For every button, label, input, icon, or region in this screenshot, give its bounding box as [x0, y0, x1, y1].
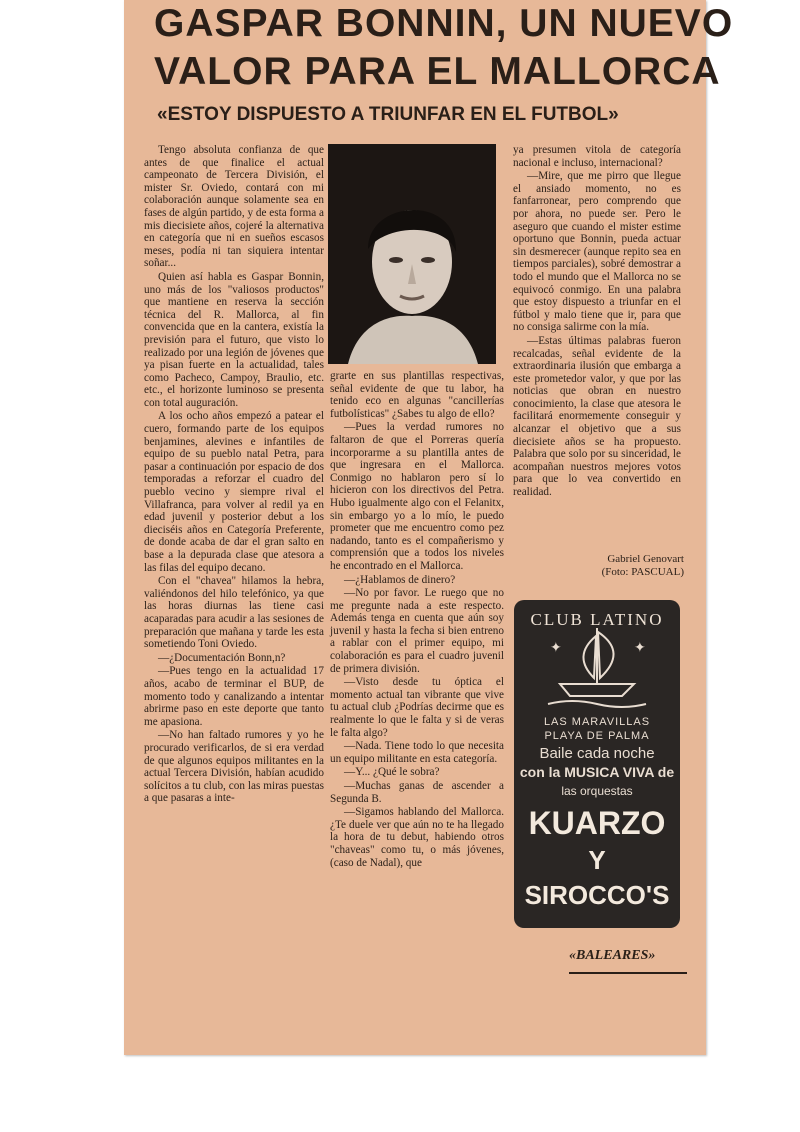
paragraph: —Y... ¿Qué le sobra? — [344, 766, 440, 779]
headline-line-2: VALOR PARA EL MALLORCA — [154, 50, 721, 93]
paragraph: —No han faltado rumores y yo he procurado verificarlos, de si era verdad de que algunos equipos militantes en la actual Tercera División, habían acudido solícitos a tu club, con las miras puestas a que pasaras a inte- — [144, 729, 324, 805]
svg-text:✦: ✦ — [634, 639, 646, 655]
headline-line-1: GASPAR BONNIN, UN NUEVO — [154, 2, 734, 45]
paragraph: —Sigamos hablando del Mallorca. ¿Te duele ver que aún no te ha llegado la hora de tu debut, habiendo otros "chaveas" como tu, o más jóvenes, (caso de Nadal), que — [330, 806, 504, 869]
paragraph: —No por favor. Le ruego que no me pregunte nada a este respecto. Además tenga en cuenta que aún soy juvenil y hasta la fecha si bien entreno a rablar con el primer equipo, mi colaboración es para el cuadro juvenil de primera división. — [330, 587, 504, 675]
newspaper-source: «BALEARES» — [569, 948, 656, 963]
ad-band-1: KUARZO — [528, 805, 666, 841]
paragraph: ya presumen vitola de categoría nacional e incluso, internacional? — [513, 144, 681, 169]
svg-text:✦: ✦ — [550, 639, 562, 655]
source-underline — [569, 972, 687, 974]
portrait-image — [328, 144, 496, 364]
paragraph: Tengo absoluta confianza de que antes de que finalice el actual campeonato de Tercera División, el mister Sr. Oviedo, contará con mi colaboración aunque solamente sea en fases de algún partido, y de esta forma a mis diecisiete años, cojeré la alternativa en categoría que ni en sueños escasos meses, podía ni tan siquiera intentar soñar... — [144, 144, 324, 270]
club-latino-advertisement — [514, 600, 680, 928]
paragraph: Con el "chavea" hilamos la hebra, valiéndonos del hilo telefónico, ya que las horas diurnas las tiene casi acaparadas para acudir a las sesiones de preparación que mañana y tarde les esta sometiendo Toni Oviedo. — [144, 575, 324, 651]
player-photo — [328, 144, 496, 364]
sailing-ship-icon — [542, 622, 652, 712]
paragraph: —Estas últimas palabras fueron recalcadas, señal evidente de la extraordinaria ilusión que embarga a este prometedor valor, y que por las noticias que obran en nuestro conocimiento, la clase que atesora le facilitará enormemente conseguir y alcanzar el objetivo que a sus diecisiete años se ha propuesto. Palabra que solo por su sinceridad, le acompañan nuestros mejores votos para que lo vea convertido en realidad. — [513, 334, 681, 499]
ad-live-music: con la MUSICA VIVA de — [519, 764, 675, 780]
ad-band-2: SIROCCO'S — [524, 880, 670, 910]
paragraph: A los ocho años empezó a patear el cuero, formando parte de los equipos benjamines, alevines e infantiles de equipo de su pueblo natal Petra, para pasar a continuación por espacio de dos temporadas a reforzar el cuadro del pueblo vecino y siempre rival el Villafranca, para volver al redil ya en edad juvenil y posterior debut a los dieciséis años en Categoría Preferente, de donde acaba de dar el gran salto en base a la depurada clase que atesora a las filas del equipo decano. — [144, 410, 324, 574]
byline-photo-credit: (Foto: PASCUAL) — [601, 566, 684, 578]
article-column-2 — [330, 370, 504, 870]
paragraph: —Muchas ganas de ascender a Segunda B. — [330, 780, 504, 805]
byline-author: Gabriel Genovart — [607, 553, 684, 565]
ad-club-name: CLUB LATINO — [530, 610, 664, 629]
paragraph: —¿Hablamos de dinero? — [344, 573, 456, 586]
paragraph: —Visto desde tu óptica el momento actual tan vibrante que vive tu actual club ¿Podrías decirme que es realmente lo que le falta y si de veras le falta algo? — [330, 676, 504, 739]
article-column-3 — [513, 144, 681, 500]
ad-location-1: LAS MARAVILLAS — [543, 716, 651, 728]
paragraph: —Pues la verdad rumores no faltaron de que el Porreras quería incorporarme a su plantilla antes de que ingresara en el Mallorca. Conmigo no hablaron pero sí lo hicieron con los directivos del Petra. Hubo igualmente algo con el Felanitx, sin embargo yo a lo mío, le puedo prometer que me encuentro como pez nadando, tanto es el compañerismo y comprensión que a todos los niveles he encontrado en el Mallorca. — [330, 421, 504, 572]
paragraph: —Mire, que me pirro que llegue el ansiado momento, no es fanfarronear, pero comprendo que por ahora, no puede ser. Pero le aseguro que cuando el mister estime oportuno que Bonnin, pueda actuar sin desmerecer (aunque repito sea en tiempos parciales), sobré demostrar a todo el mundo que el Mallorca no se equivocó conmigo. En una palabra que estoy dispuesto a triunfar en el fútbol y malo tiene que ir, para que no consiga salirme con la mía. — [513, 170, 681, 334]
ad-tagline: Baile cada noche — [539, 745, 655, 762]
paragraph: grarte en sus plantillas respectivas, señal evidente de que tu labor, ha tenido eco en algunas "cancillerías futbolísticas" ¿Sabes tu algo de ello? — [330, 370, 504, 420]
newspaper-clipping — [124, 0, 734, 1055]
ad-orchestras-label: las orquestas — [561, 784, 633, 798]
paragraph: —¿Documentación Bonn,n? — [158, 651, 286, 664]
byline — [554, 553, 684, 579]
article-column-1 — [144, 144, 324, 806]
paragraph: —Nada. Tiene todo lo que necesita un equipo militante en esta categoría. — [330, 740, 504, 765]
paragraph: Quien así habla es Gaspar Bonnin, uno más de los "valiosos productos" que mantiene en reserva la sección técnica del R. Mallorca, al fin convencida que en la cantera, existía la previsión para el futuro, que visto lo realizado por una legión de jóvenes que ya pisan fuerte en la actualidad, tales como Pacheco, Campoy, Braulio, etc. etc., el horizonte luminoso se presenta con total auguración. — [144, 270, 324, 409]
subheading: «ESTOY DISPUESTO A TRIUNFAR EN EL FUTBOL» — [157, 104, 619, 125]
paragraph: —Pues tengo en la actualidad 17 años, acabo de terminar el BUP, de momento todo y canalizando a intentar abrirme paso en este deporte que tanto me apasiona. — [144, 665, 324, 728]
ad-conjunction: Y — [588, 845, 606, 875]
ad-location-2: PLAYA DE PALMA — [544, 730, 650, 742]
